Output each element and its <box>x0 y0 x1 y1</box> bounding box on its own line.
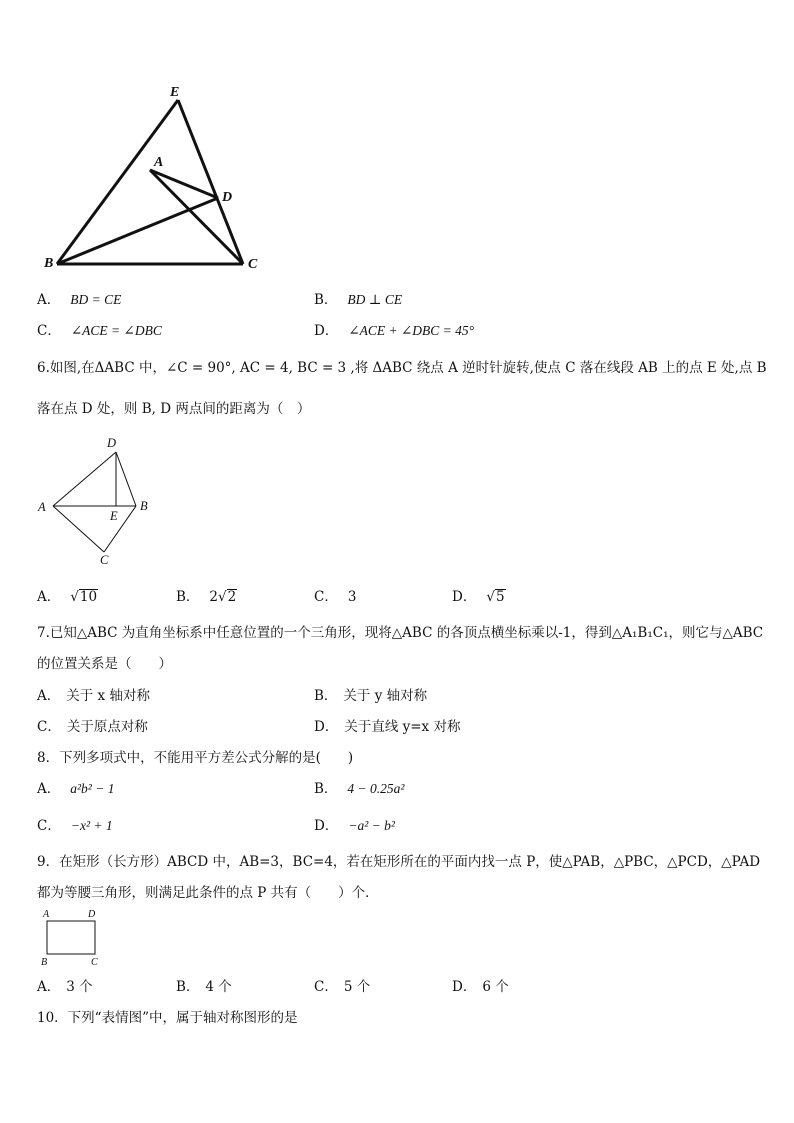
fig1-label-b: B <box>44 256 54 271</box>
q5-option-c <box>37 322 162 340</box>
q9-stem-line2: 都为等腰三角形，则满足此条件的点 P 共有（ ）个． <box>37 885 379 901</box>
sqrt-expr <box>486 589 505 605</box>
radical-sign: √ <box>218 589 227 605</box>
option-letter: B． <box>314 292 338 308</box>
radical-sign: √ <box>70 589 79 605</box>
q5-option-b <box>314 291 402 309</box>
radicand: 10 <box>79 589 98 605</box>
fig2-label-d: D <box>107 436 117 450</box>
q6-stem-line1: 6.如图,在ΔABC 中，∠C = 90°, AC = 4, BC = 3 ,将 ΔABC 绕点 A 逆时针旋转,使点 C 落在线段 AB 上的点 E 处,点 B <box>37 360 767 376</box>
q10-stem: 10．下列“表情图”中，属于轴对称图形的是 <box>37 1010 298 1026</box>
fig1-label-c: C <box>248 257 258 272</box>
option-letter: C． <box>37 818 61 834</box>
option-expr: 4 − 0.25a² <box>347 781 405 796</box>
option-text: 3 个 <box>66 979 93 995</box>
q6-option-b <box>176 588 237 606</box>
option-letter: A． <box>37 979 61 995</box>
option-letter: B． <box>314 688 338 704</box>
option-letter: B． <box>176 979 200 995</box>
figure-triangle-eabdc <box>30 78 280 278</box>
q6-option-c <box>314 588 356 606</box>
q6-option-d <box>452 588 506 606</box>
option-text: 关于 y 轴对称 <box>343 688 428 704</box>
fig2-label-b: B <box>140 499 148 513</box>
option-letter: C． <box>314 589 338 605</box>
option-expr: BD = CE <box>70 292 122 307</box>
option-expr: BD ⊥ CE <box>347 292 403 307</box>
option-text: 关于原点对称 <box>66 719 148 735</box>
q7-option-a <box>37 687 150 705</box>
option-letter: D． <box>452 979 477 995</box>
fig2-label-e: E <box>110 509 118 523</box>
q6-stem-line2: 落在点 D 处，则 B, D 两点间的距离为（ ） <box>37 401 311 417</box>
option-text: 关于直线 y=x 对称 <box>344 719 461 735</box>
q5-option-a <box>37 291 121 309</box>
q7-option-b <box>314 687 427 705</box>
q9-stem-line1: 9．在矩形（长方形）ABCD 中，AB=3，BC=4，若在矩形所在的平面内找一点 P，使△PAB，△PBC，△PCD，△PAD <box>37 854 761 870</box>
option-expr: −a² − b² <box>348 818 395 833</box>
coefficient: 2 <box>209 589 219 605</box>
q8-option-b <box>314 780 404 798</box>
radicand: 2 <box>227 589 237 605</box>
option-expr: ∠ACE = ∠DBC <box>70 323 162 338</box>
option-letter: D． <box>452 589 477 605</box>
q9-option-d <box>452 978 509 996</box>
option-letter: A． <box>37 688 61 704</box>
option-letter: A． <box>37 292 61 308</box>
fig2-label-c: C <box>100 553 109 567</box>
option-value: 3 <box>347 589 357 605</box>
q6-option-a <box>37 588 98 606</box>
option-text: 6 个 <box>482 979 509 995</box>
fig1-label-d: D <box>222 190 233 205</box>
q8-option-c <box>37 817 113 835</box>
option-letter: B． <box>176 589 200 605</box>
option-letter: A． <box>37 589 61 605</box>
sqrt-expr <box>70 589 98 605</box>
option-text: 5 个 <box>343 979 371 995</box>
option-text: 关于 x 轴对称 <box>66 688 150 704</box>
q8-stem: 8．下列多项式中，不能用平方差公式分解的是( ) <box>37 750 354 766</box>
option-letter: D． <box>314 323 339 339</box>
radicand: 5 <box>495 589 505 605</box>
option-text: 4 个 <box>205 979 232 995</box>
figure-rotated-triangle <box>32 430 162 570</box>
option-letter: B． <box>314 781 338 797</box>
option-expr: a²b² − 1 <box>70 781 115 796</box>
q7-option-d <box>314 718 460 736</box>
q7-option-c <box>37 718 148 736</box>
option-letter: D． <box>314 818 339 834</box>
fig3-label-c: C <box>91 957 98 968</box>
sqrt-expr <box>209 589 237 605</box>
option-expr: −x² + 1 <box>70 818 113 833</box>
q7-stem-line2: 的位置关系是（ ） <box>37 656 172 672</box>
option-expr: ∠ACE + ∠DBC = 45° <box>348 323 475 338</box>
option-letter: C． <box>314 979 338 995</box>
q5-option-d <box>314 322 474 340</box>
fig2-label-a: A <box>38 500 46 514</box>
fig3-label-b: B <box>41 957 48 968</box>
q9-option-a <box>37 978 93 996</box>
fig3-label-a: A <box>43 909 50 920</box>
option-letter: C． <box>37 323 61 339</box>
q9-option-b <box>176 978 232 996</box>
fig1-label-a: A <box>154 155 164 170</box>
fig1-label-e: E <box>170 85 180 100</box>
option-letter: C． <box>37 719 61 735</box>
radical-sign: √ <box>486 589 495 605</box>
q9-option-c <box>314 978 370 996</box>
q8-option-a <box>37 780 114 798</box>
q8-option-d <box>314 817 395 835</box>
option-letter: A． <box>37 781 61 797</box>
fig3-label-d: D <box>88 909 96 920</box>
figure-rectangle-abcd <box>36 905 116 969</box>
q7-stem-line1: 7.已知△ABC 为直角坐标系中任意位置的一个三角形，现将△ABC 的各顶点横坐标乘以-1，得到△A₁B₁C₁，则它与△ABC <box>37 625 764 641</box>
option-letter: D． <box>314 719 339 735</box>
